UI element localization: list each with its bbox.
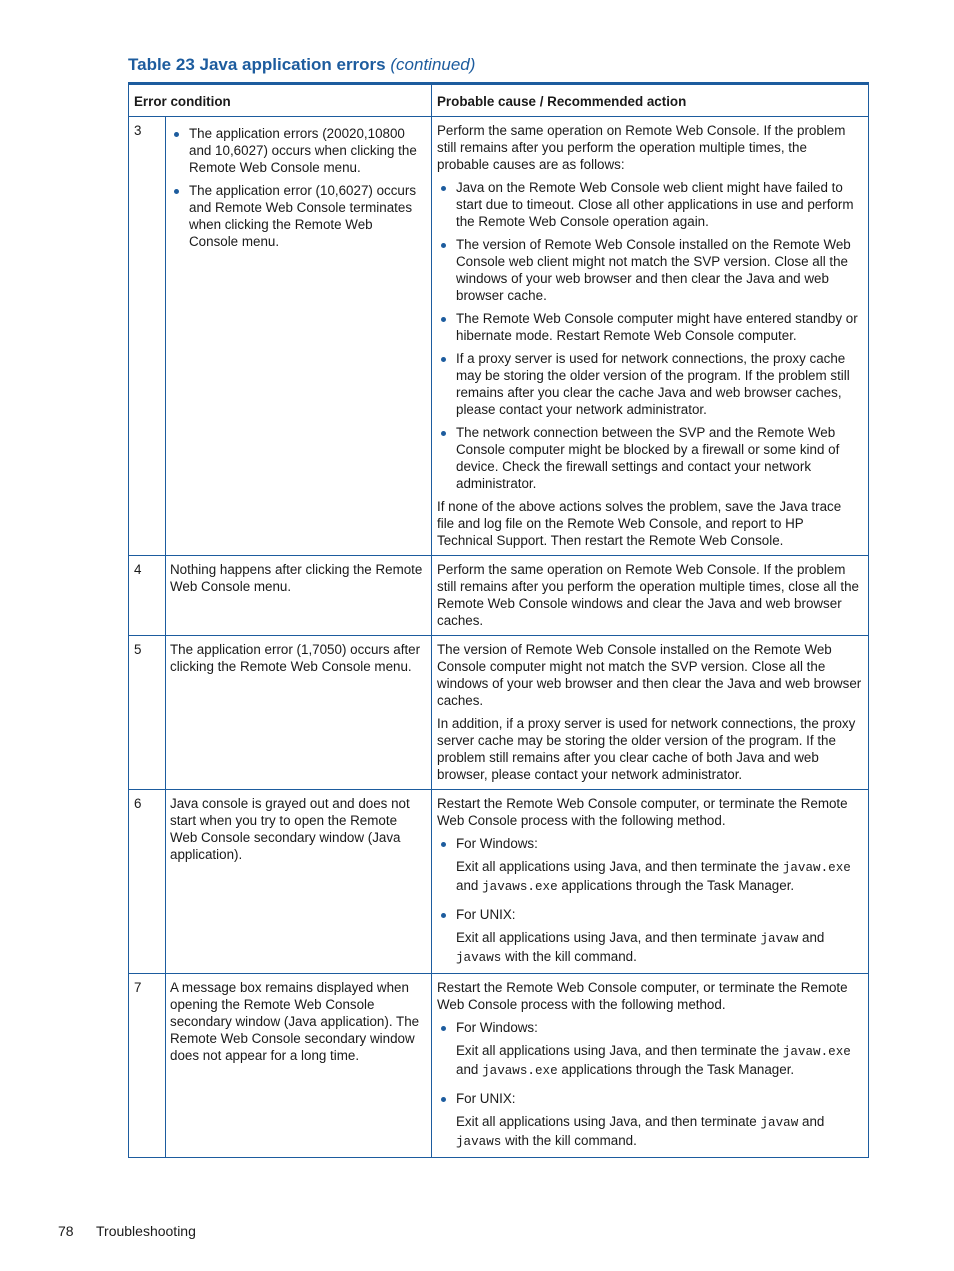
action-cell	[432, 117, 869, 556]
list-item: The application errors (20020,10800 and 10,6027) occurs when clicking the Remote Web Console menu.	[170, 125, 425, 176]
unix-instructions: Exit all applications using Java, and then terminate javaw and javaws with the kill command.	[456, 1114, 825, 1149]
list-item: If a proxy server is used for network connections, the proxy cache may be storing the older version of the program. If the problem still remains after you clear the cache Java and web browser caches, please contact your network administrator.	[437, 350, 862, 418]
list-item: The Remote Web Console computer might have entered standby or hibernate mode. Restart Remote Web Console computer.	[437, 310, 862, 344]
table-row	[129, 636, 869, 790]
error-condition-cell: Nothing happens after clicking the Remote Web Console menu.	[166, 556, 432, 636]
list-item: For UNIX:	[437, 1090, 862, 1107]
java-errors-table	[128, 82, 869, 1158]
windows-instructions: Exit all applications using Java, and then terminate the javaw.exe and javaws.exe applications through the Task Manager.	[456, 859, 851, 894]
row-number: 3	[129, 117, 166, 556]
row-number: 6	[129, 790, 166, 974]
code-javaw-exe: javaw.exe	[782, 861, 851, 875]
table-row	[129, 556, 869, 636]
list-item: The network connection between the SVP and the Remote Web Console computer might be blocked by a firewall or some kind of device. Check the firewall settings and contact your network administrator.	[437, 424, 862, 492]
code-javaw-exe: javaw.exe	[782, 1045, 851, 1059]
list-item: For Windows:	[437, 1019, 862, 1036]
table-continued-label: (continued)	[390, 55, 476, 74]
code-javaw: javaw	[760, 1116, 799, 1130]
error-condition-cell: The application error (1,7050) occurs after clicking the Remote Web Console menu.	[166, 636, 432, 790]
header-probable-cause: Probable cause / Recommended action	[432, 84, 869, 117]
table-header-row	[129, 84, 869, 117]
action-cell	[432, 790, 869, 974]
code-javaw: javaw	[760, 932, 799, 946]
table-row	[129, 974, 869, 1158]
unix-block	[437, 906, 862, 967]
row-number: 7	[129, 974, 166, 1158]
windows-block	[437, 1019, 862, 1080]
code-javaws: javaws	[456, 951, 502, 965]
unix-instructions: Exit all applications using Java, and then terminate javaw and javaws with the kill command.	[456, 930, 825, 965]
list-item: The version of Remote Web Console installed on the Remote Web Console web client might not match the SVP version. Close all the windows of your web browser and then clear the Java and web browser cache.	[437, 236, 862, 304]
cause-list	[437, 179, 862, 492]
list-item: For Windows:	[437, 835, 862, 852]
list-item: Java on the Remote Web Console web client might have failed to start due to timeout. Close all other applications in use and perform the Remote Web Console operation again.	[437, 179, 862, 230]
action-intro: Restart the Remote Web Console computer, or terminate the Remote Web Console process with the following method.	[437, 980, 848, 1012]
table-row	[129, 790, 869, 974]
action-outro: If none of the above actions solves the problem, save the Java trace file and log file on the Remote Web Console, and report to HP Technical Support. Then restart the Remote Web Console.	[437, 499, 842, 548]
action-paragraph: The version of Remote Web Console installed on the Remote Web Console computer might not match the SVP version. Close all the windows of your web browser and then clear the Java and web browser caches.	[437, 642, 862, 708]
section-name: Troubleshooting	[96, 1223, 196, 1239]
action-cell	[432, 974, 869, 1158]
list-item: For UNIX:	[437, 906, 862, 923]
table-caption	[128, 55, 475, 75]
list-item: The application error (10,6027) occurs and Remote Web Console terminates when clicking the Remote Web Console menu.	[170, 182, 425, 250]
action-cell	[432, 636, 869, 790]
action-intro: Perform the same operation on Remote Web Console. If the problem still remains after you perform the operation multiple times, the probable causes are as follows:	[437, 123, 846, 172]
error-condition-cell: A message box remains displayed when opening the Remote Web Console secondary window (Java application). The Remote Web Console secondary window does not appear for a long time.	[166, 974, 432, 1158]
page-number: 78	[58, 1223, 74, 1239]
action-intro: Restart the Remote Web Console computer, or terminate the Remote Web Console process with the following method.	[437, 796, 848, 828]
code-javaws: javaws	[456, 1135, 502, 1149]
condition-list	[170, 125, 425, 250]
error-condition-cell	[166, 117, 432, 556]
table-title: Table 23 Java application errors	[128, 55, 386, 74]
row-number: 4	[129, 556, 166, 636]
unix-block	[437, 1090, 862, 1151]
table-row	[129, 117, 869, 556]
row-number: 5	[129, 636, 166, 790]
code-javaws-exe: javaws.exe	[482, 880, 558, 894]
code-javaws-exe: javaws.exe	[482, 1064, 558, 1078]
windows-instructions: Exit all applications using Java, and then terminate the javaw.exe and javaws.exe applications through the Task Manager.	[456, 1043, 851, 1078]
windows-block	[437, 835, 862, 896]
action-paragraph: In addition, if a proxy server is used for network connections, the proxy server cache may be storing the older version of the program. If the problem still remains after you clear cache of both Java and web browser, please contact your network administrator.	[437, 716, 856, 782]
error-condition-cell: Java console is grayed out and does not start when you try to open the Remote Web Console secondary window (Java application).	[166, 790, 432, 974]
page-footer	[58, 1223, 196, 1239]
action-cell: Perform the same operation on Remote Web Console. If the problem still remains after you perform the operation multiple times, close all the Remote Web Console windows and clear the Java and web browser caches.	[432, 556, 869, 636]
header-error-condition: Error condition	[129, 84, 432, 117]
